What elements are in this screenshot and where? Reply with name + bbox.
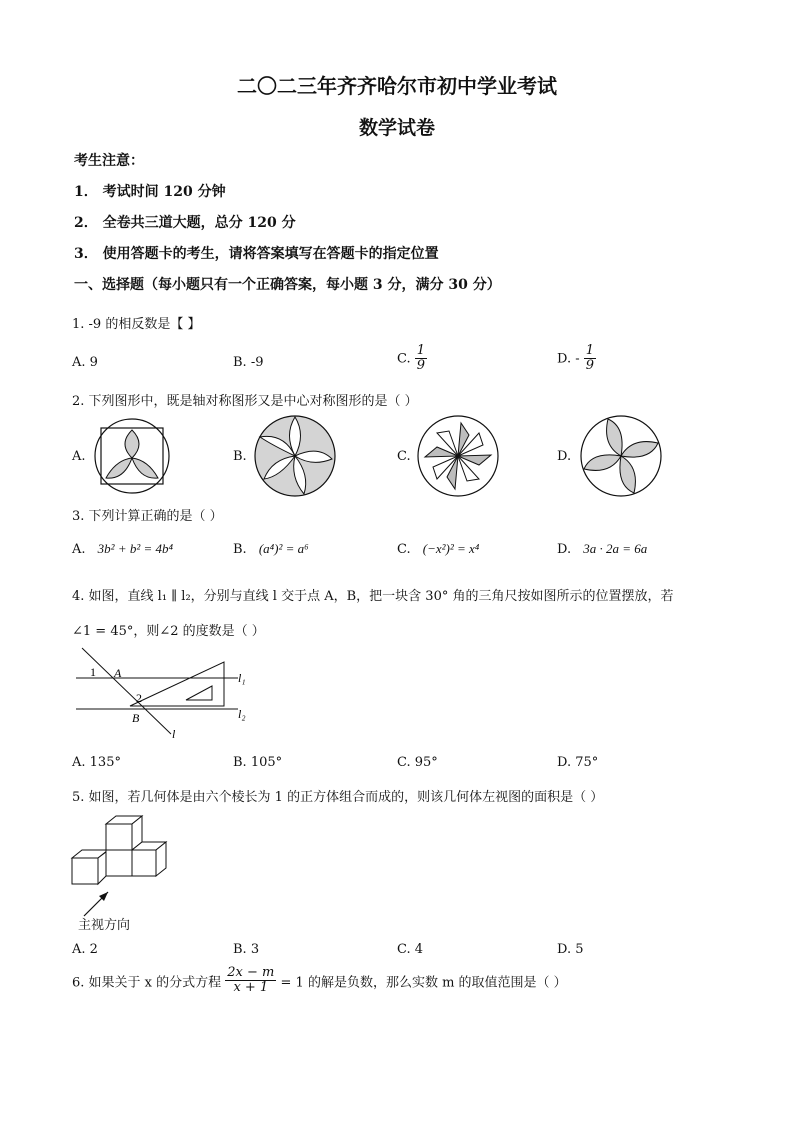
q1-option-d: D. - $\frac{1}{9}$ (557, 343, 595, 374)
q5-option-a: A. 2 (72, 942, 98, 957)
q3-option-c: C. (−x²)² = x⁴ (397, 541, 480, 557)
q5-option-b: B. 3 (233, 942, 260, 957)
question-4-stem-line-2: ∠1 = 45°，则∠2 的度数是（ ） (72, 624, 265, 639)
q3-option-b: B. (a⁴)² = a⁶ (233, 541, 309, 557)
q4-label-angle-1: 1 (90, 665, 96, 679)
q1-option-c: C. $\frac{1}{9}$ (397, 343, 426, 374)
notice-item-1: 1． 考试时间 120 分钟 (74, 184, 226, 200)
q5-option-d: D. 5 (557, 942, 584, 957)
q1-option-a: A. 9 (72, 355, 98, 370)
q2-option-c: C. (397, 449, 411, 464)
q4-label-l2: l₂ (238, 707, 246, 721)
q2-figure-a (94, 418, 170, 494)
q3-option-b-expression: (a⁴)² = a⁶ (258, 541, 309, 556)
notice-heading: 考生注意： (74, 153, 144, 169)
question-5-stem: 5. 如图，若几何体是由六个棱长为 1 的正方体组合而成的，则该几何体左视图的面积是（ ） (72, 790, 604, 805)
page-subtitle: 数学试卷 (358, 117, 435, 139)
question-3-stem: 3. 下列计算正确的是（ ） (72, 509, 223, 524)
q4-label-a: A (114, 666, 122, 680)
question-4-stem-line-1: 4. 如图，直线 l₁ ∥ l₂，分别与直线 l 交于点 A，B，把一块含 30° 角的三角尺按如图所示的位置摆放，若 (72, 589, 674, 604)
q4-option-c: C. 95° (397, 755, 438, 770)
q4-label-l1: l₁ (238, 671, 246, 685)
q2-figure-d (580, 415, 662, 497)
q2-option-b: B. (233, 449, 247, 464)
question-1-stem: 1. -9 的相反数是【 】 (72, 317, 201, 332)
question-6-stem: 6. 如果关于 x 的分式方程 $\frac{2x - m}{x + 1}$ = 1 的解是负数，那么实数 m 的取值范围是（ ） (72, 965, 567, 996)
q4-option-d: D. 75° (557, 755, 599, 770)
q3-option-a: A. 3b² + b² = 4b⁴ (72, 541, 174, 557)
q4-label-b: B (132, 711, 140, 725)
notice-item-3: 3． 使用答题卡的考生，请将答案填写在答题卡的指定位置 (74, 246, 439, 262)
q2-option-d: D. (557, 449, 572, 464)
q2-figure-b (254, 415, 336, 497)
q3-option-d: D. 3a · 2a = 6a (557, 541, 648, 557)
q1-option-b: B. -9 (233, 355, 264, 370)
q4-label-l: l (172, 727, 176, 741)
q1-option-d-fraction: $\frac{1}{9}$ (585, 343, 595, 374)
q3-option-c-expression: (−x²)² = x⁴ (422, 541, 480, 556)
q3-option-a-expression: 3b² + b² = 4b⁴ (97, 541, 174, 556)
q4-label-angle-2: 2 (136, 691, 142, 705)
q4-figure (76, 648, 256, 743)
section-heading: 一、选择题（每小题只有一个正确答案，每小题 3 分，满分 30 分） (74, 277, 501, 293)
q4-option-a: A. 135° (72, 755, 121, 770)
q6-fraction: $\frac{2x - m}{x + 1}$ (227, 965, 275, 996)
q2-option-a: A. (72, 449, 86, 464)
q4-option-b: B. 105° (233, 755, 283, 770)
q5-option-c: C. 4 (397, 942, 424, 957)
q1-option-c-fraction: $\frac{1}{9}$ (416, 343, 426, 374)
notice-item-2: 2． 全卷共三道大题，总分 120 分 (74, 215, 296, 231)
q5-figure (70, 812, 170, 922)
q5-figure-caption: 主视方向 (78, 918, 131, 933)
question-2-stem: 2. 下列图形中，既是轴对称图形又是中心对称图形的是（ ） (72, 394, 418, 409)
q3-option-d-expression: 3a · 2a = 6a (583, 541, 648, 556)
q2-figure-c (417, 415, 499, 497)
page-title: 二〇二三年齐齐哈尔市初中学业考试 (237, 74, 557, 98)
